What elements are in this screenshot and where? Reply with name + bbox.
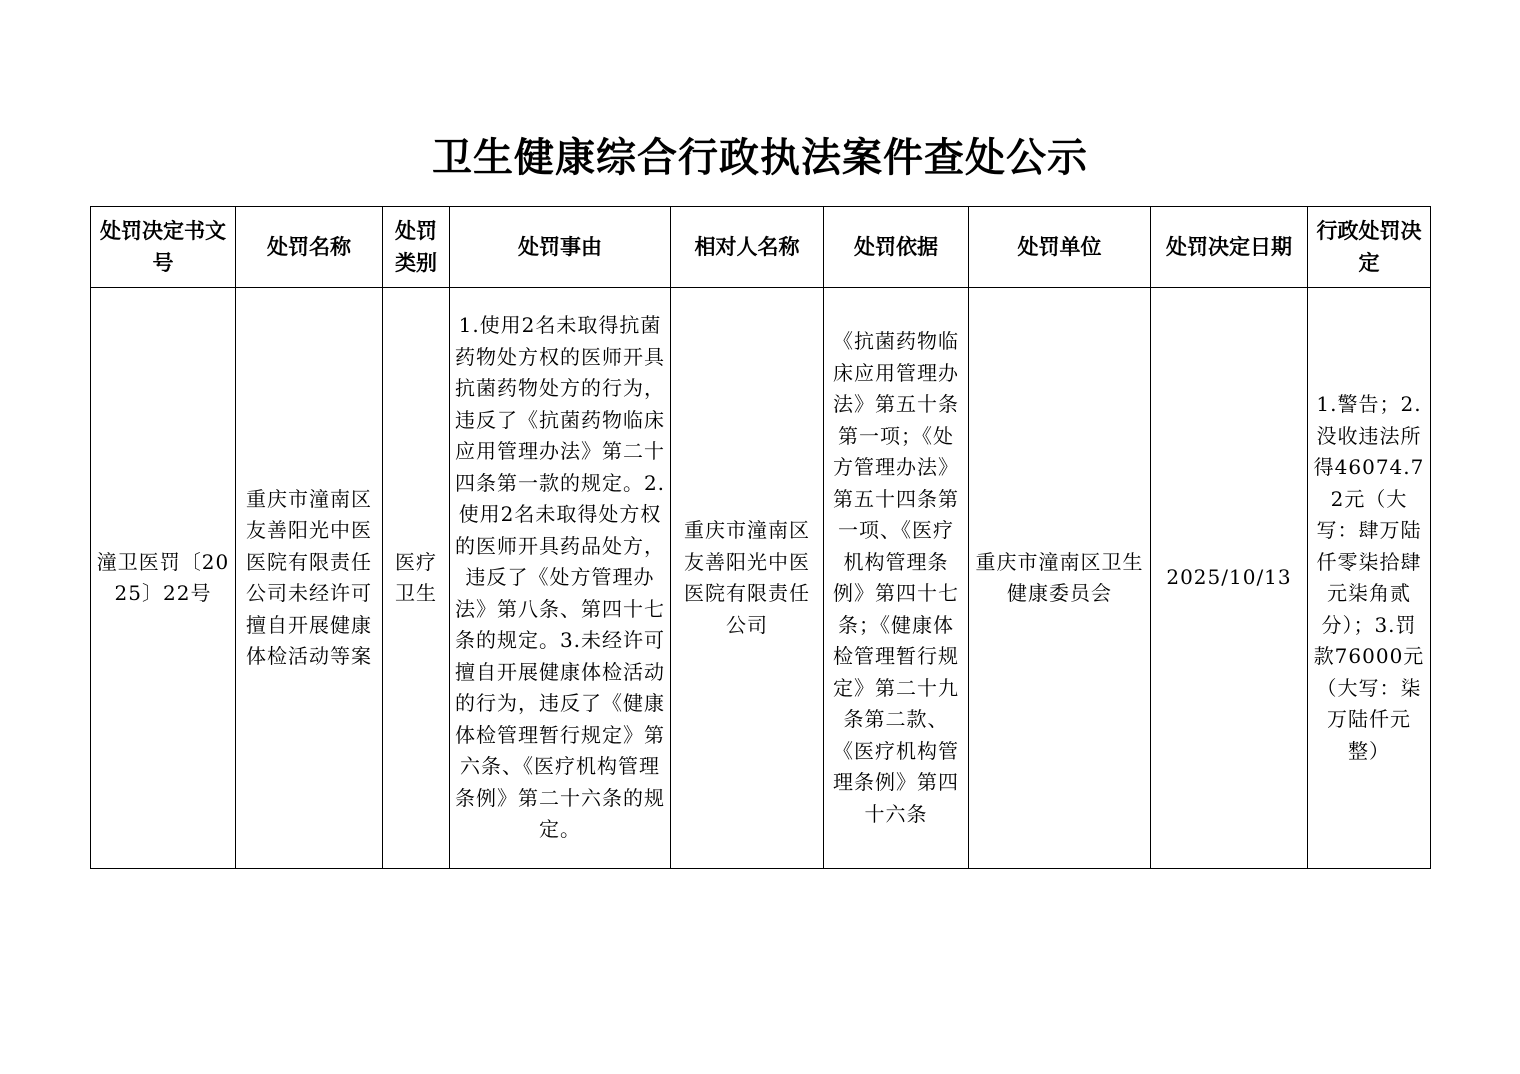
- cell-category: [383, 288, 450, 869]
- party-name-text: 重庆市潼南区友善阳光中医医院有限责任公司: [684, 518, 810, 637]
- doc-number-text: 潼卫医罚〔2025〕22号: [96, 549, 230, 605]
- cell-date: [1151, 288, 1308, 869]
- cell-unit: [969, 288, 1151, 869]
- unit-text: 重庆市潼南区卫生健康委员会: [975, 549, 1144, 605]
- header-date: 处罚决定日期: [1151, 207, 1308, 288]
- cell-basis: [824, 288, 969, 869]
- header-unit: 处罚单位: [969, 207, 1151, 288]
- cell-reason: [450, 288, 671, 869]
- header-decision: 行政处罚决定: [1308, 207, 1431, 288]
- table-row: [91, 288, 1431, 869]
- cell-party-name: [671, 288, 824, 869]
- table-header-row: [91, 207, 1431, 288]
- decision-text: 1.警告；2.没收违法所得46074.72元（大写：肆万陆仟零柒拾肆元柒角贰分）；3.罚款76000元（大写：柒万陆仟元整）: [1313, 392, 1425, 763]
- header-penalty-name: 处罚名称: [236, 207, 383, 288]
- penalty-name-text: 重庆市潼南区友善阳光中医医院有限责任公司未经许可擅自开展健康体检活动等案: [246, 486, 372, 668]
- header-reason: 处罚事由: [450, 207, 671, 288]
- cell-penalty-name: [236, 288, 383, 869]
- category-text: 医疗卫生: [395, 549, 437, 605]
- header-category: 处罚类别: [383, 207, 450, 288]
- header-party-name: 相对人名称: [671, 207, 824, 288]
- page-title: 卫生健康综合行政执法案件查处公示: [432, 134, 1088, 181]
- header-doc-number: 处罚决定书文号: [91, 207, 236, 288]
- cell-decision: [1308, 288, 1431, 869]
- header-basis: 处罚依据: [824, 207, 969, 288]
- basis-text: 《抗菌药物临床应用管理办法》第五十条第一项；《处方管理办法》第五十四条第一项、《医疗机构管理条例》第四十七条；《健康体检管理暂行规定》第二十九条第二款、《医疗机构管理条例》第四十六条: [833, 329, 959, 826]
- reason-text: 1.使用2名未取得抗菌药物处方权的医师开具抗菌药物处方的行为，违反了《抗菌药物临床应用管理办法》第二十四条第一款的规定。2.使用2名未取得处方权的医师开具药品处方，违反了《处方管理办法》第八条、第四十七条的规定。3.未经许可擅自开展健康体检活动的行为，违反了《健康体检管理暂行规定》第六条、《医疗机构管理条例》第二十六条的规定。: [454, 313, 666, 842]
- cell-doc-number: [91, 288, 236, 869]
- enforcement-table: [90, 206, 1431, 869]
- date-text: 2025/10/13: [1166, 565, 1292, 590]
